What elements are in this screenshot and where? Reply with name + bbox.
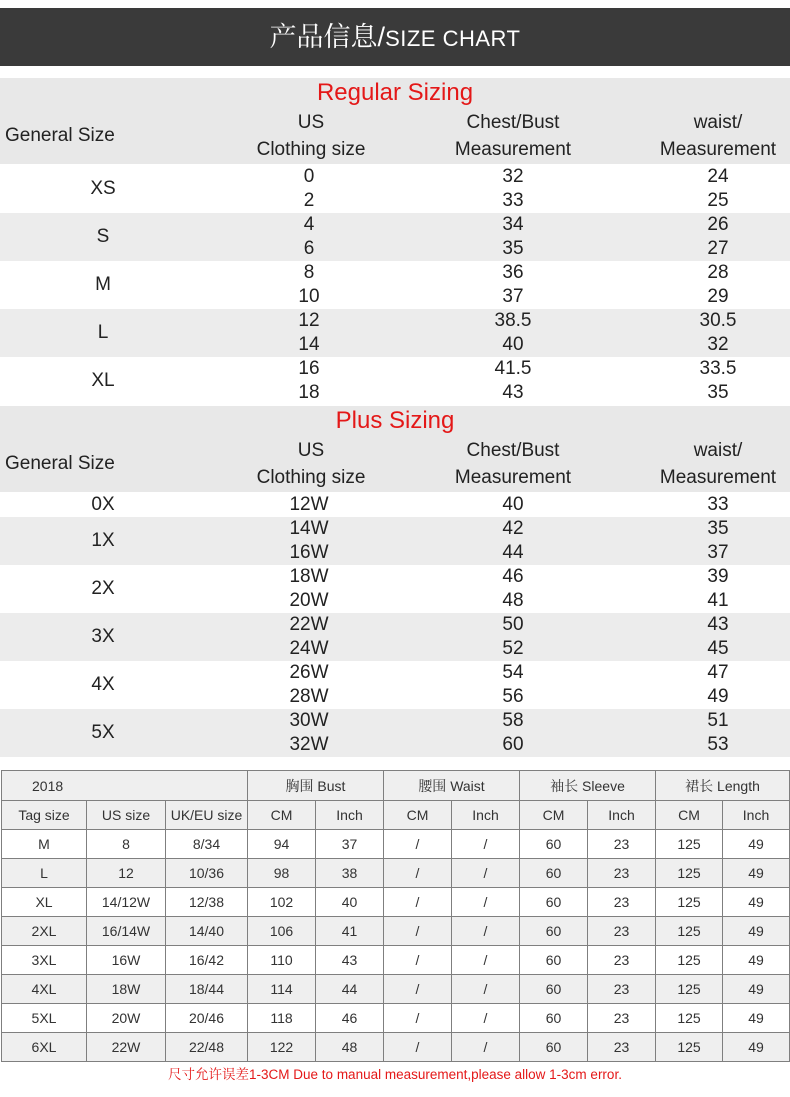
chest-value-cell: 37 — [502, 286, 524, 307]
waist-value-cell: 30.5 — [699, 310, 737, 331]
table-cell: 3XL — [2, 946, 87, 975]
waist-header-line1: waist/ — [693, 112, 743, 133]
column-header: Tag size — [2, 801, 87, 830]
general-size-cell: M — [95, 274, 111, 295]
waist-value-cell: 27 — [707, 238, 729, 259]
general-size-cell: XL — [91, 370, 115, 391]
table-cell: 16/42 — [166, 946, 248, 975]
chest-value-cell: 56 — [502, 686, 524, 707]
table-cell: 46 — [316, 1004, 384, 1033]
table-cell: 23 — [588, 917, 656, 946]
table-cell: 12/38 — [166, 888, 248, 917]
chest-header-line1: Chest/Bust — [466, 112, 560, 133]
size-group-row — [0, 661, 790, 709]
table-cell: 14/40 — [166, 917, 248, 946]
table-cell: 60 — [520, 1004, 588, 1033]
table-cell: / — [452, 859, 520, 888]
table-row — [2, 830, 790, 859]
us-value-cell: 26W — [289, 662, 329, 683]
table-cell: / — [452, 975, 520, 1004]
table-cell: / — [452, 888, 520, 917]
table-cell: 2XL — [2, 917, 87, 946]
chest-value-cell: 54 — [502, 662, 524, 683]
table-cell: 60 — [520, 1033, 588, 1062]
table-cell: 40 — [316, 888, 384, 917]
us-header-line2: Clothing size — [256, 139, 366, 160]
table-cell: 10/36 — [166, 859, 248, 888]
table-cell: 22W — [87, 1033, 166, 1062]
waist-value-cell: 51 — [707, 710, 729, 731]
waist-value-cell: 28 — [707, 262, 729, 283]
table-cell: / — [384, 830, 452, 859]
sleeve-group-header: 袖长 Sleeve — [520, 771, 656, 801]
table-cell: 23 — [588, 975, 656, 1004]
table-cell: / — [452, 1004, 520, 1033]
chest-value-cell: 34 — [502, 214, 524, 235]
us-value-cell: 16W — [289, 542, 329, 563]
general-size-header: General Size — [5, 453, 115, 474]
size-group-row — [0, 261, 790, 309]
table-cell: 16/14W — [87, 917, 166, 946]
us-header-line2: Clothing size — [256, 467, 366, 488]
table-cell: 8/34 — [166, 830, 248, 859]
column-header: Inch — [452, 801, 520, 830]
general-size-cell: 0X — [91, 494, 115, 515]
table-cell: 20/46 — [166, 1004, 248, 1033]
general-size-cell: 3X — [91, 626, 115, 647]
column-header: CM — [656, 801, 723, 830]
column-header: CM — [520, 801, 588, 830]
table-cell: 8 — [87, 830, 166, 859]
waist-value-cell: 39 — [707, 566, 729, 587]
us-value-cell: 0 — [303, 166, 315, 187]
us-value-cell: 20W — [289, 590, 329, 611]
us-value-cell: 12 — [298, 310, 320, 331]
us-value-cell: 22W — [289, 614, 329, 635]
table-cell: 125 — [656, 1033, 723, 1062]
waist-group-header: 腰围 Waist — [384, 771, 520, 801]
column-header: CM — [384, 801, 452, 830]
table-cell: 49 — [723, 917, 790, 946]
table-cell: 20W — [87, 1004, 166, 1033]
table-cell: 18/44 — [166, 975, 248, 1004]
header-title-cn: 产品信息/ — [269, 22, 386, 52]
table-cell: 44 — [316, 975, 384, 1004]
table-row — [2, 888, 790, 917]
table-cell: 49 — [723, 888, 790, 917]
column-header: Inch — [316, 801, 384, 830]
regular-sizing-title: Regular Sizing — [0, 78, 790, 108]
us-value-cell: 32W — [289, 734, 329, 755]
table-cell: / — [384, 1004, 452, 1033]
table-cell: 23 — [588, 1004, 656, 1033]
table-cell: 122 — [248, 1033, 316, 1062]
table-cell: 23 — [588, 859, 656, 888]
table-cell: 37 — [316, 830, 384, 859]
table-cell: 125 — [656, 917, 723, 946]
table-cell: / — [384, 859, 452, 888]
plus-column-header — [0, 436, 790, 492]
waist-value-cell: 29 — [707, 286, 729, 307]
table-row — [2, 1033, 790, 1062]
table-cell: 94 — [248, 830, 316, 859]
us-value-cell: 8 — [303, 262, 315, 283]
us-value-cell: 28W — [289, 686, 329, 707]
chest-header — [433, 108, 593, 163]
size-group-row — [0, 165, 790, 213]
table-cell: / — [452, 917, 520, 946]
general-size-cell: S — [96, 226, 110, 247]
general-size-cell: L — [97, 322, 109, 343]
table-cell: 49 — [723, 975, 790, 1004]
size-group-row — [0, 565, 790, 613]
waist-value-cell: 25 — [707, 190, 729, 211]
measurement-note: 尺寸允许误差1-3CM Due to manual measurement,please allow 1-3cm error. — [168, 1067, 622, 1082]
us-value-cell: 18 — [298, 382, 320, 403]
table-cell: 118 — [248, 1004, 316, 1033]
table-cell: / — [384, 917, 452, 946]
size-group-row — [0, 709, 790, 757]
general-size-header: General Size — [5, 125, 115, 146]
column-header: CM — [248, 801, 316, 830]
table-cell: 14/12W — [87, 888, 166, 917]
table-cell: 49 — [723, 1004, 790, 1033]
waist-value-cell: 47 — [707, 662, 729, 683]
us-value-cell: 14W — [289, 518, 329, 539]
measurement-table — [1, 770, 790, 1062]
waist-value-cell: 33.5 — [699, 358, 737, 379]
table-cell: 4XL — [2, 975, 87, 1004]
general-size-cell: 4X — [91, 674, 115, 695]
waist-value-cell: 41 — [707, 590, 729, 611]
table-cell: 110 — [248, 946, 316, 975]
chest-value-cell: 52 — [502, 638, 524, 659]
table-group-header-row — [2, 771, 790, 801]
waist-value-cell: 53 — [707, 734, 729, 755]
us-header-line1: US — [297, 112, 325, 133]
us-value-cell: 2 — [303, 190, 315, 211]
table-cell: 6XL — [2, 1033, 87, 1062]
length-group-header: 裙长 Length — [656, 771, 790, 801]
waist-value-cell: 26 — [707, 214, 729, 235]
waist-header-line2: Measurement — [659, 467, 777, 488]
size-group-row — [0, 613, 790, 661]
us-value-cell: 18W — [289, 566, 329, 587]
size-group-row — [0, 357, 790, 405]
table-cell: 16W — [87, 946, 166, 975]
chest-value-cell: 46 — [502, 566, 524, 587]
table-cell: 60 — [520, 859, 588, 888]
waist-header-line1: waist/ — [693, 440, 743, 461]
chest-value-cell: 33 — [502, 190, 524, 211]
size-group-row — [0, 309, 790, 357]
column-header: Inch — [723, 801, 790, 830]
table-cell: 22/48 — [166, 1033, 248, 1062]
waist-value-cell: 32 — [707, 334, 729, 355]
table-cell: 41 — [316, 917, 384, 946]
table-row — [2, 917, 790, 946]
chest-header-line2: Measurement — [454, 139, 572, 160]
table-cell: 125 — [656, 830, 723, 859]
table-cell: 38 — [316, 859, 384, 888]
table-cell: / — [384, 975, 452, 1004]
chest-value-cell: 32 — [502, 166, 524, 187]
waist-header-line2: Measurement — [659, 139, 777, 160]
chest-value-cell: 60 — [502, 734, 524, 755]
table-cell: 23 — [588, 888, 656, 917]
table-cell: 114 — [248, 975, 316, 1004]
table-cell: 49 — [723, 859, 790, 888]
column-header: US size — [87, 801, 166, 830]
table-cell: 60 — [520, 830, 588, 859]
table-cell: 125 — [656, 888, 723, 917]
column-header: Inch — [588, 801, 656, 830]
table-cell: 18W — [87, 975, 166, 1004]
us-value-cell: 14 — [298, 334, 320, 355]
waist-value-cell: 35 — [707, 382, 729, 403]
table-cell: 49 — [723, 946, 790, 975]
table-cell: / — [384, 946, 452, 975]
waist-header — [638, 108, 790, 163]
table-cell: 49 — [723, 1033, 790, 1062]
page-header — [0, 0, 790, 68]
size-group-row — [0, 493, 790, 517]
chest-value-cell: 44 — [502, 542, 524, 563]
us-value-cell: 16 — [298, 358, 320, 379]
waist-value-cell: 37 — [707, 542, 729, 563]
table-cell: 102 — [248, 888, 316, 917]
us-header-line1: US — [297, 440, 325, 461]
waist-value-cell: 49 — [707, 686, 729, 707]
table-cell: 60 — [520, 975, 588, 1004]
waist-value-cell: 45 — [707, 638, 729, 659]
table-cell: L — [2, 859, 87, 888]
table-cell: / — [452, 946, 520, 975]
table-row — [2, 859, 790, 888]
chest-header — [433, 436, 593, 491]
us-value-cell: 12W — [289, 494, 329, 515]
table-cell: 125 — [656, 859, 723, 888]
table-cell: 49 — [723, 830, 790, 859]
waist-value-cell: 24 — [707, 166, 729, 187]
table-cell: / — [384, 1033, 452, 1062]
chest-value-cell: 35 — [502, 238, 524, 259]
table-cell: 23 — [588, 830, 656, 859]
chest-value-cell: 40 — [502, 494, 524, 515]
table-cell: / — [384, 888, 452, 917]
size-group-row — [0, 517, 790, 565]
chest-value-cell: 48 — [502, 590, 524, 611]
year-cell: 2018 — [2, 771, 248, 801]
regular-column-header — [0, 108, 790, 164]
table-cell: / — [452, 1033, 520, 1062]
column-header: UK/EU size — [166, 801, 248, 830]
general-size-cell: 5X — [91, 722, 115, 743]
chest-value-cell: 42 — [502, 518, 524, 539]
table-cell: 43 — [316, 946, 384, 975]
us-header — [231, 108, 391, 163]
header-title-en: SIZE CHART — [385, 26, 521, 51]
table-cell: 125 — [656, 975, 723, 1004]
table-cell: 5XL — [2, 1004, 87, 1033]
waist-value-cell: 33 — [707, 494, 729, 515]
chest-header-line1: Chest/Bust — [466, 440, 560, 461]
waist-value-cell: 43 — [707, 614, 729, 635]
table-cell: 125 — [656, 946, 723, 975]
table-cell: 60 — [520, 888, 588, 917]
chest-value-cell: 50 — [502, 614, 524, 635]
us-header — [231, 436, 391, 491]
chest-value-cell: 40 — [502, 334, 524, 355]
us-value-cell: 10 — [298, 286, 320, 307]
table-row — [2, 975, 790, 1004]
table-cell: 125 — [656, 1004, 723, 1033]
us-value-cell: 24W — [289, 638, 329, 659]
table-subheader-row — [2, 801, 790, 830]
table-row — [2, 946, 790, 975]
chest-value-cell: 36 — [502, 262, 524, 283]
table-cell: M — [2, 830, 87, 859]
us-value-cell: 4 — [303, 214, 315, 235]
chest-value-cell: 38.5 — [494, 310, 532, 331]
table-cell: 23 — [588, 946, 656, 975]
general-size-cell: XS — [90, 178, 116, 199]
table-cell: 23 — [588, 1033, 656, 1062]
table-cell: XL — [2, 888, 87, 917]
table-cell: 60 — [520, 917, 588, 946]
table-cell: 106 — [248, 917, 316, 946]
us-value-cell: 6 — [303, 238, 315, 259]
us-value-cell: 30W — [289, 710, 329, 731]
chest-value-cell: 43 — [502, 382, 524, 403]
chest-value-cell: 41.5 — [494, 358, 532, 379]
table-row — [2, 1004, 790, 1033]
waist-value-cell: 35 — [707, 518, 729, 539]
table-cell: 12 — [87, 859, 166, 888]
table-cell: 48 — [316, 1033, 384, 1062]
table-cell: 60 — [520, 946, 588, 975]
chest-value-cell: 58 — [502, 710, 524, 731]
waist-header — [638, 436, 790, 491]
table-cell: / — [452, 830, 520, 859]
bust-group-header: 胸围 Bust — [248, 771, 384, 801]
size-group-row — [0, 213, 790, 261]
general-size-cell: 2X — [91, 578, 115, 599]
table-cell: 98 — [248, 859, 316, 888]
general-size-cell: 1X — [91, 530, 115, 551]
plus-sizing-title: Plus Sizing — [0, 406, 790, 436]
chest-header-line2: Measurement — [454, 467, 572, 488]
header-bar — [0, 8, 790, 66]
